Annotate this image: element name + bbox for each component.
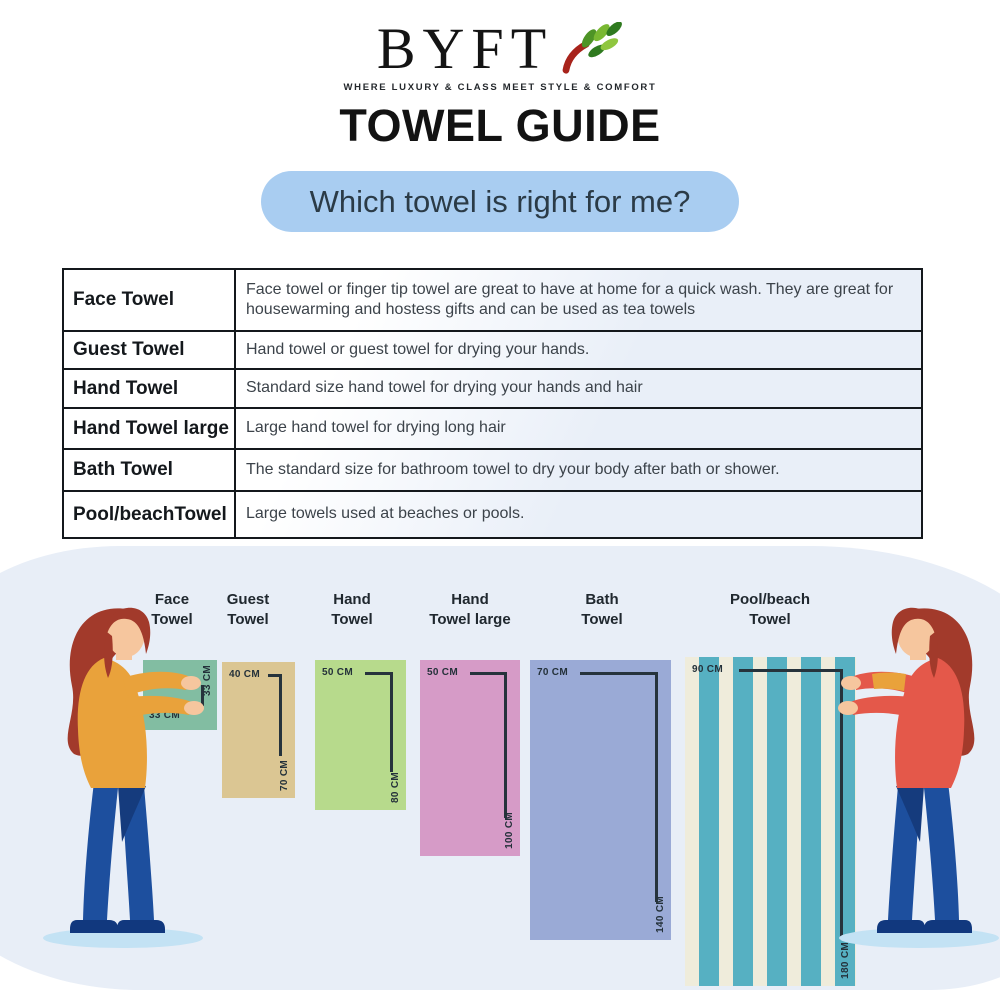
hand-towel-large-height-label: 100 CM xyxy=(504,812,515,849)
bath-towel-swatch xyxy=(530,660,671,940)
brand-header xyxy=(0,16,1000,81)
bath-towel-width-label: 70 CM xyxy=(537,667,568,678)
header-line: Hand xyxy=(333,591,371,608)
header-line: Towel xyxy=(227,611,269,629)
chart-header-bath-towel xyxy=(560,590,644,631)
shoe xyxy=(877,920,925,933)
sleeve-accent xyxy=(872,673,906,692)
table-row-description: The standard size for bathroom towel to dry your body after bath or shower. xyxy=(234,450,921,492)
dimension-bracket xyxy=(739,669,843,940)
pool-beach-towel-swatch xyxy=(685,657,856,986)
table-row-label: Face Towel xyxy=(64,270,234,332)
left-woman-illustration xyxy=(28,594,208,954)
header-line: Towel xyxy=(151,611,193,629)
table-row-description: Hand towel or guest towel for drying your hands. xyxy=(234,332,921,370)
table-row-label: Pool/beachTowel xyxy=(73,503,227,525)
table-row-label: Bath Towel xyxy=(64,450,234,492)
hand xyxy=(184,701,204,715)
dimension-bracket xyxy=(268,674,282,756)
chart-header-hand-towel-large xyxy=(412,590,528,631)
upper-arm xyxy=(123,672,188,696)
guest-towel-height-label: 70 CM xyxy=(279,760,290,791)
table-row-description: Large hand towel for drying long hair xyxy=(234,409,921,450)
hand-towel-height-label: 80 CM xyxy=(390,772,401,803)
header-line: Towel large xyxy=(429,611,511,629)
header-line: Towel xyxy=(331,611,373,629)
bath-towel-height-label: 140 CM xyxy=(655,896,666,933)
chart-header-guest-towel xyxy=(206,590,290,631)
hand-towel-width-label: 50 CM xyxy=(322,667,353,678)
guest-towel-width-label: 40 CM xyxy=(229,669,260,680)
question-text: Which towel is right for me? xyxy=(309,183,691,219)
face-towel-height-label: 33 CM xyxy=(202,665,213,696)
left-leg xyxy=(924,782,959,920)
table-row-description: Face towel or finger tip towel are great to have at home for a quick wash. They are great for housewarming and hostess gifts and can be used as tea towels xyxy=(234,270,921,332)
table-row-description: Standard size hand towel for drying your hands and hair xyxy=(234,370,921,409)
dimension-bracket xyxy=(580,672,658,902)
header-line: Towel xyxy=(581,611,623,629)
header-line: Bath xyxy=(585,591,619,608)
lower-arm xyxy=(125,696,192,718)
towel-guide-table xyxy=(62,268,923,539)
header-line: Face xyxy=(154,591,190,608)
hand xyxy=(181,676,201,690)
brand-tagline: WHERE LUXURY & CLASS MEET STYLE & COMFORT xyxy=(343,82,657,93)
pool-beach-towel-height-label: 180 CM xyxy=(840,942,851,979)
shoe xyxy=(117,920,165,933)
header-line: Towel xyxy=(749,611,791,629)
table-row-label: Hand Towel large xyxy=(64,409,234,450)
question-banner xyxy=(261,171,739,232)
shoe xyxy=(70,920,118,933)
table-row-description: Large towels used at beaches or pools. xyxy=(234,492,921,537)
dimension-bracket xyxy=(470,672,507,818)
right-woman-illustration xyxy=(834,594,1000,954)
left-leg xyxy=(83,782,118,920)
header-line: Hand xyxy=(451,591,489,608)
lower-arm xyxy=(850,696,917,718)
guest-towel-swatch xyxy=(222,662,295,798)
hand-towel-swatch xyxy=(315,660,406,810)
page-title: TOWEL GUIDE xyxy=(339,100,661,151)
dimension-bracket xyxy=(365,672,393,772)
hand-towel-large-width-label: 50 CM xyxy=(427,667,458,678)
table-row-label: Guest Towel xyxy=(64,332,234,370)
hand-towel-large-swatch xyxy=(420,660,520,856)
chart-header-pool-beach-towel xyxy=(718,590,822,631)
hand xyxy=(841,676,861,690)
header-line: Guest xyxy=(226,591,270,608)
leaf-branch-icon xyxy=(561,22,623,76)
pool-beach-towel-width-label: 90 CM xyxy=(692,664,723,675)
shoe xyxy=(924,920,972,933)
face-towel-width-label: 33 CM xyxy=(149,710,180,721)
brand-logo-text: BYFT xyxy=(376,16,554,81)
header-line: Pool/beach xyxy=(729,591,811,608)
hand xyxy=(838,701,858,715)
table-row-label: Hand Towel xyxy=(64,370,234,409)
chart-header-hand-towel xyxy=(310,590,394,631)
